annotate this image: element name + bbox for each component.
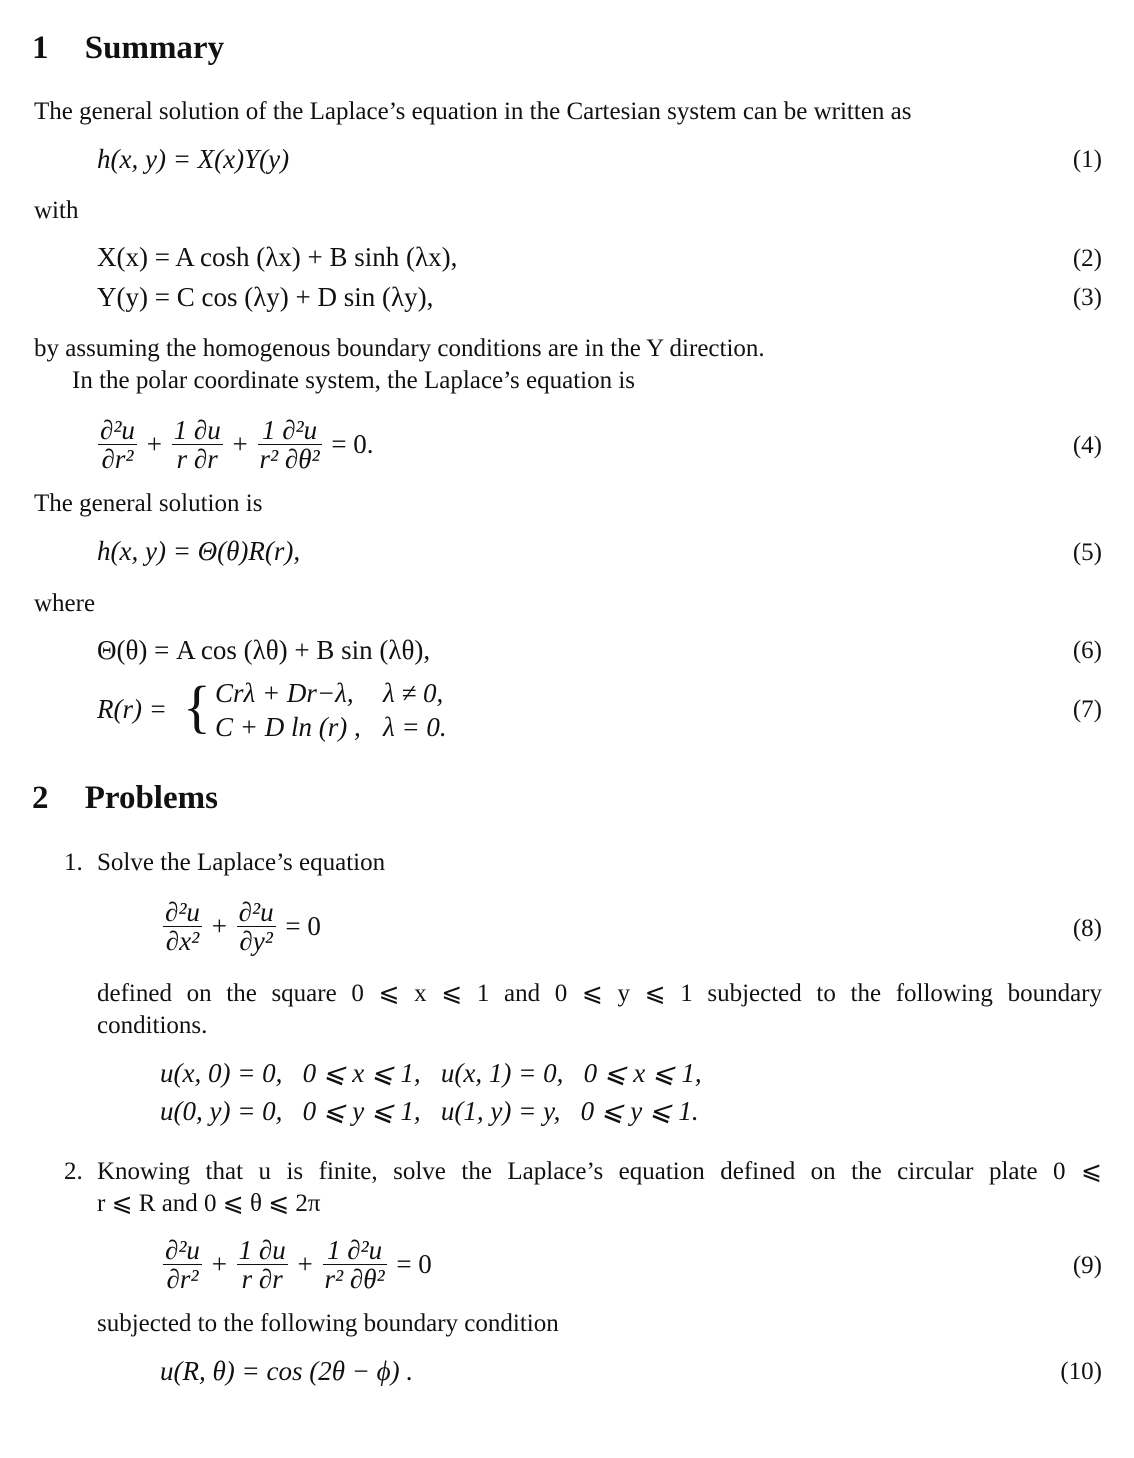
equation-number: (2) [1072,245,1102,272]
problem-2-label: 2. [64,1158,83,1185]
equation-9: $\frac{\text{∂²u}}{\text{∂r²}}$ + $\frac{1 \partial u}{r \partial r}$ + $\frac{\text{1 ∂²u}}{\text{r² ∂θ²}}$ = 0 [165,1235,432,1294]
equation-8: $\frac{\text{∂²u}}{\text{∂x²}}$ + $\frac{\text{∂²u}}{\text{∂y²}}$ = 0 [165,897,321,956]
section-number: 2 [32,780,49,816]
problem-1-text: Solve the Laplace’s equation [97,849,386,876]
section-title: Problems [84,780,218,816]
section-2-heading [32,780,218,817]
problem-1-domain-line2: conditions. [97,1012,208,1039]
section-1-heading [32,30,224,67]
fraction: $\frac{\text{∂²u}}{\text{∂r²}}$ [165,1235,200,1294]
problem-1-domain-line1: defined on the square 0 ⩽ x ⩽ 1 and 0 ⩽ y ⩽ 1 subjected to the following boundary [97,980,1102,1007]
equation-number: (3) [1072,284,1102,311]
fraction: $\frac{\text{∂²u}}{\text{∂y²}}$ [238,897,274,956]
equation-number: (10) [1060,1358,1102,1385]
brace: { [183,674,211,739]
paragraph-polar-intro: In the polar coordinate system, the Laplace’s equation is [72,367,636,394]
problem-2-bc-intro: subjected to the following boundary condition [97,1310,559,1337]
equation-number: (7) [1072,696,1102,723]
equation-6: Θ(θ) = A cos (λθ) + B sin (λθ), [97,635,431,665]
equation-5: h(x, y) = Θ(θ)R(r), [97,536,301,566]
boundary-conditions-line2: u(0, y) = 0, 0 ⩽ y ⩽ 1, u(1, y) = y, 0 ⩽ y ⩽ 1. [160,1096,699,1126]
equation-number: (5) [1072,539,1102,566]
paragraph-assuming: by assuming the homogenous boundary conditions are in the Y direction. [34,335,765,362]
section-title: Summary [84,30,225,66]
fraction: $\frac{\text{1 ∂²u}}{\text{r² ∂θ²}}$ [259,415,320,474]
section-number: 1 [32,30,49,66]
equation-2: X(x) = A cosh (λx) + B sinh (λx), [97,242,458,272]
equation-number: (9) [1072,1252,1102,1279]
equation-3: Y(y) = C cos (λy) + D sin (λy), [97,282,434,312]
paragraph-general: The general solution is [34,490,263,517]
problem-1-label: 1. [64,849,83,876]
equation-4: $\frac{\text{∂²u}}{\text{∂r²}}$ + $\frac{1 \partial u}{r \partial r}$ + $\frac{\text{1 ∂²u}}{\text{r² ∂θ²}}$ = 0. [100,415,374,474]
paragraph-with: with [34,197,79,224]
fraction: $\frac{\text{∂²u}}{\text{∂x²}}$ [165,897,200,956]
paragraph-intro: The general solution of the Laplace’s equation in the Cartesian system can be written as [34,98,912,125]
equation-number: (1) [1072,146,1102,173]
problem-2-line2: r ⩽ R and 0 ⩽ θ ⩽ 2π [97,1190,321,1217]
fraction: $\frac{\text{∂²u}}{\text{∂r²}}$ [100,415,135,474]
equation-10: u(R, θ) = cos (2θ − ϕ) . [160,1356,414,1386]
problem-2-line1: Knowing that u is finite, solve the Laplace’s equation defined on the circular plate 0 ⩽ [97,1158,1102,1185]
boundary-conditions-line1: u(x, 0) = 0, 0 ⩽ x ⩽ 1, u(x, 1) = 0, 0 ⩽ x ⩽ 1, [160,1058,702,1088]
paragraph-where: where [34,590,96,617]
equation-number: (4) [1072,432,1102,459]
fraction: $\frac{1 \partial u}{r \partial r}$ [238,1235,286,1294]
fraction: $\frac{\text{1 ∂²u}}{\text{r² ∂θ²}}$ [324,1235,385,1294]
equation-1: h(x, y) = X(x)Y(y) [97,144,290,174]
equation-number: (8) [1072,915,1102,942]
equation-number: (6) [1072,637,1102,664]
fraction: $\frac{1 \partial u}{r \partial r}$ [173,415,221,474]
